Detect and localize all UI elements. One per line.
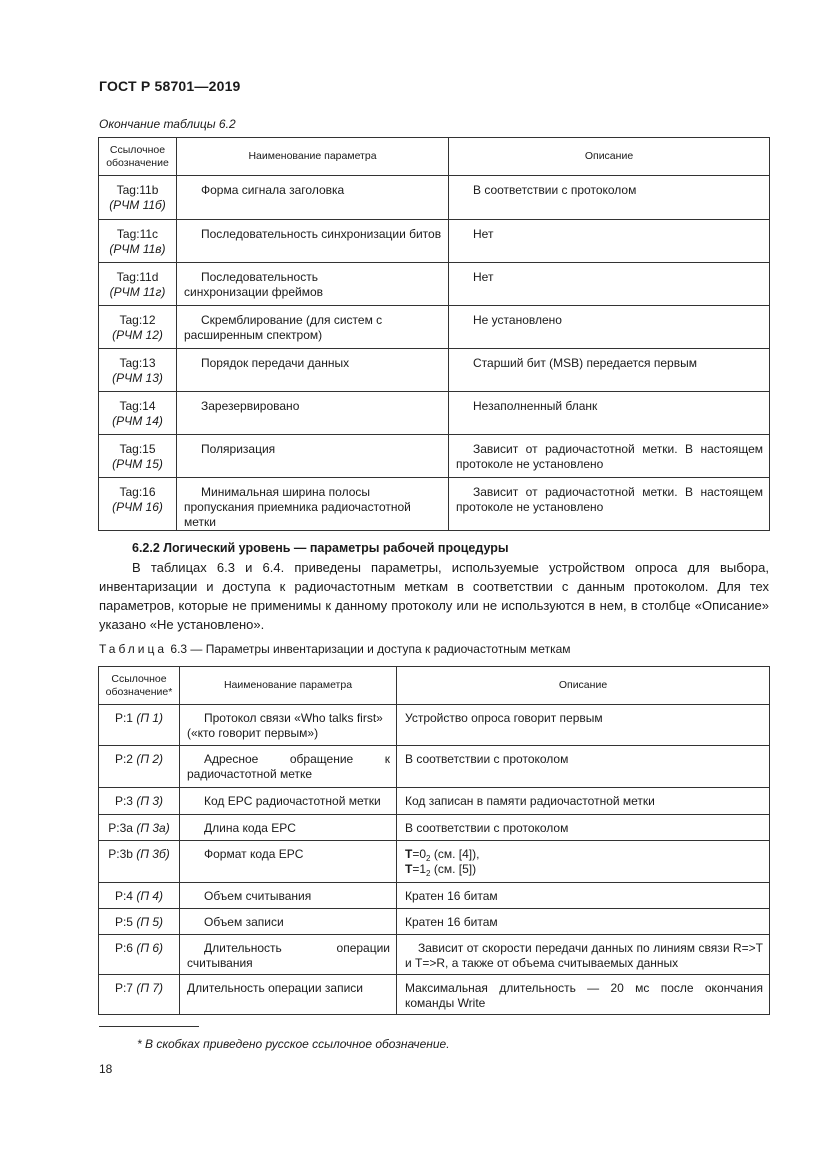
param-name: Формат кода EPC	[204, 847, 304, 861]
param-desc: Нет	[473, 270, 494, 284]
table-continuation-caption: Окончание таблицы 6.2	[99, 117, 236, 131]
ref-code: Tag:15	[119, 442, 156, 456]
ref-code-ru: (П 3)	[136, 794, 164, 808]
col-header-name: Наименование параметра	[177, 138, 449, 176]
param-desc: В соответствии с протоколом	[405, 821, 569, 835]
param-desc: В соответствии с протоколом	[405, 752, 569, 766]
param-desc: Незаполненный бланк	[473, 399, 598, 413]
ref-code: Tag:11c	[116, 227, 159, 241]
ref-code: Tag:11d	[116, 270, 159, 284]
param-name: Объем считывания	[204, 889, 312, 903]
table-row	[99, 746, 770, 788]
ref-code-ru: (РЧМ 12)	[112, 328, 163, 342]
table-header-row	[99, 667, 770, 705]
ref-code-ru: (П 6)	[136, 941, 164, 955]
ref-code-ru: (П 1)	[136, 711, 164, 725]
footnote: * В скобках приведено русское ссылочное обозначение.	[137, 1037, 450, 1051]
param-desc: Максимальная длительность — 20 мс после окончания команды Write	[405, 981, 763, 1010]
ref-code-ru: (П 7)	[136, 981, 164, 995]
ref-code-ru: (РЧМ 11б)	[109, 198, 166, 212]
format-symbol: T	[405, 862, 413, 876]
table-row	[99, 220, 770, 263]
table-header-row	[99, 138, 770, 176]
ref-code-ru: (РЧМ 14)	[112, 414, 163, 428]
ref-code-ru: (РЧМ 13)	[112, 371, 163, 385]
footnote-divider	[99, 1026, 199, 1027]
param-name: Поляризация	[201, 442, 276, 456]
ref-code: Tag:12	[119, 313, 156, 327]
table-row	[99, 975, 770, 1015]
col-header-desc: Описание	[449, 138, 770, 176]
ref-code-ru: (П 3б)	[136, 847, 170, 861]
ref-code: Tag:14	[119, 399, 156, 413]
param-name: Последовательность синхронизации битов	[201, 227, 442, 241]
table-row	[99, 263, 770, 306]
format-subscript: 2	[426, 869, 431, 878]
param-desc: В соответствии с протоколом	[473, 183, 637, 197]
param-desc: Зависит от радиочастотной метки. В настоящем протоколе не установлено	[456, 485, 763, 514]
table-caption-label: Таблица	[99, 642, 168, 656]
table-6-2	[98, 137, 770, 531]
param-desc: Нет	[473, 227, 494, 241]
ref-code: P:3b	[108, 847, 133, 861]
param-name: Зарезервировано	[201, 399, 300, 413]
page-number: 18	[99, 1062, 113, 1076]
param-name: Длина кода EPC	[204, 821, 296, 835]
param-desc: Не установлено	[473, 313, 562, 327]
ref-code: Tag:11b	[116, 183, 159, 197]
table-row	[99, 883, 770, 909]
table-6-3	[98, 666, 770, 1015]
format-symbol: T	[405, 847, 413, 861]
col-header-name: Наименование параметра	[180, 667, 397, 705]
epc-format-desc	[397, 841, 770, 883]
table-row	[99, 349, 770, 392]
param-name: Код EPC радиочастотной метки	[204, 794, 381, 808]
section-paragraph	[99, 558, 769, 634]
param-desc: Кратен 16 битам	[405, 889, 498, 903]
ref-code-ru: (РЧМ 11г)	[109, 285, 166, 299]
param-name: Адресное обращение к радиочастотной метке	[187, 752, 390, 781]
ref-code: Tag:13	[119, 356, 156, 370]
ref-code-ru: (РЧМ 11в)	[109, 242, 166, 256]
ref-code-ru: (П 3а)	[136, 821, 170, 835]
document-header: ГОСТ Р 58701—2019	[99, 78, 241, 94]
param-name: Длительность операции записи	[187, 981, 363, 995]
format-value: =0	[412, 847, 427, 861]
table-row	[99, 935, 770, 975]
ref-code: Tag:16	[119, 485, 156, 499]
param-desc: Зависит от радиочастотной метки. В настоящем протоколе не установлено	[456, 442, 763, 471]
param-name: Порядок передачи данных	[201, 356, 350, 370]
param-name: Последовательность синхронизации фреймов	[184, 270, 324, 299]
table-row	[99, 435, 770, 478]
table-row	[99, 815, 770, 841]
col-header-ref: Ссылочное обозначение	[99, 138, 177, 176]
ref-code-ru: (П 5)	[136, 915, 164, 929]
ref-code-ru: (П 4)	[136, 889, 164, 903]
ref-code-ru: (РЧМ 15)	[112, 457, 163, 471]
param-desc: Устройство опроса говорит первым	[405, 711, 603, 725]
table-row	[99, 705, 770, 746]
format-value: =1	[412, 862, 427, 876]
ref-code: P:6	[114, 941, 133, 955]
param-name: Длительность операции считывания	[187, 941, 390, 970]
ref-code: P:3	[114, 794, 133, 808]
param-name: Минимальная ширина полосы пропускания приемника радиочастотной метки	[184, 485, 411, 529]
ref-code-ru: (РЧМ 16)	[112, 500, 163, 514]
param-name: Скремблирование (для систем с расширенным спектром)	[184, 313, 383, 342]
param-name: Форма сигнала заголовка	[201, 183, 345, 197]
paragraph-text: В таблицах 6.3 и 6.4. приведены параметры, используемые устройством опроса для выбора, инвентаризации и доступа к радиочастотным меткам в соответствии с данным протоколом. Для тех параметров, которые не применимы к данному протоколу или не используются в нем, в столбце «Описание» указано «Не установлено».	[99, 560, 769, 632]
ref-code: P:5	[114, 915, 133, 929]
ref-code: P:4	[114, 889, 133, 903]
param-desc: Зависит от скорости передачи данных по линиям связи R=>T и T=>R, а также от объема считываемых данных	[405, 941, 763, 970]
ref-code-ru: (П 2)	[136, 752, 164, 766]
table-row	[99, 909, 770, 935]
param-name: Объем записи	[204, 915, 284, 929]
table-row	[99, 306, 770, 349]
table-caption	[99, 642, 571, 656]
ref-code: P:1	[114, 711, 133, 725]
table-row	[99, 841, 770, 883]
table-row	[99, 478, 770, 531]
param-desc: Код записан в памяти радиочастотной метки	[405, 794, 655, 808]
param-desc: Старший бит (MSB) передается первым	[473, 356, 697, 370]
col-header-desc: Описание	[397, 667, 770, 705]
format-ref: (см. [5])	[433, 862, 477, 876]
table-row	[99, 392, 770, 435]
param-desc: Кратен 16 битам	[405, 915, 498, 929]
table-row	[99, 176, 770, 220]
col-header-ref: Ссылочное обозначение*	[99, 667, 180, 705]
ref-code: P:7	[114, 981, 133, 995]
table-row	[99, 788, 770, 815]
ref-code: P:3a	[108, 821, 133, 835]
param-name: Протокол связи «Who talks first» («кто говорит первым»)	[187, 711, 383, 740]
ref-code: P:2	[114, 752, 133, 766]
section-title: 6.2.2 Логический уровень — параметры рабочей процедуры	[132, 541, 509, 555]
format-subscript: 2	[426, 854, 431, 863]
table-caption-text: 6.3 — Параметры инвентаризации и доступа к радиочастотным меткам	[170, 642, 571, 656]
format-ref: (см. [4]),	[433, 847, 480, 861]
